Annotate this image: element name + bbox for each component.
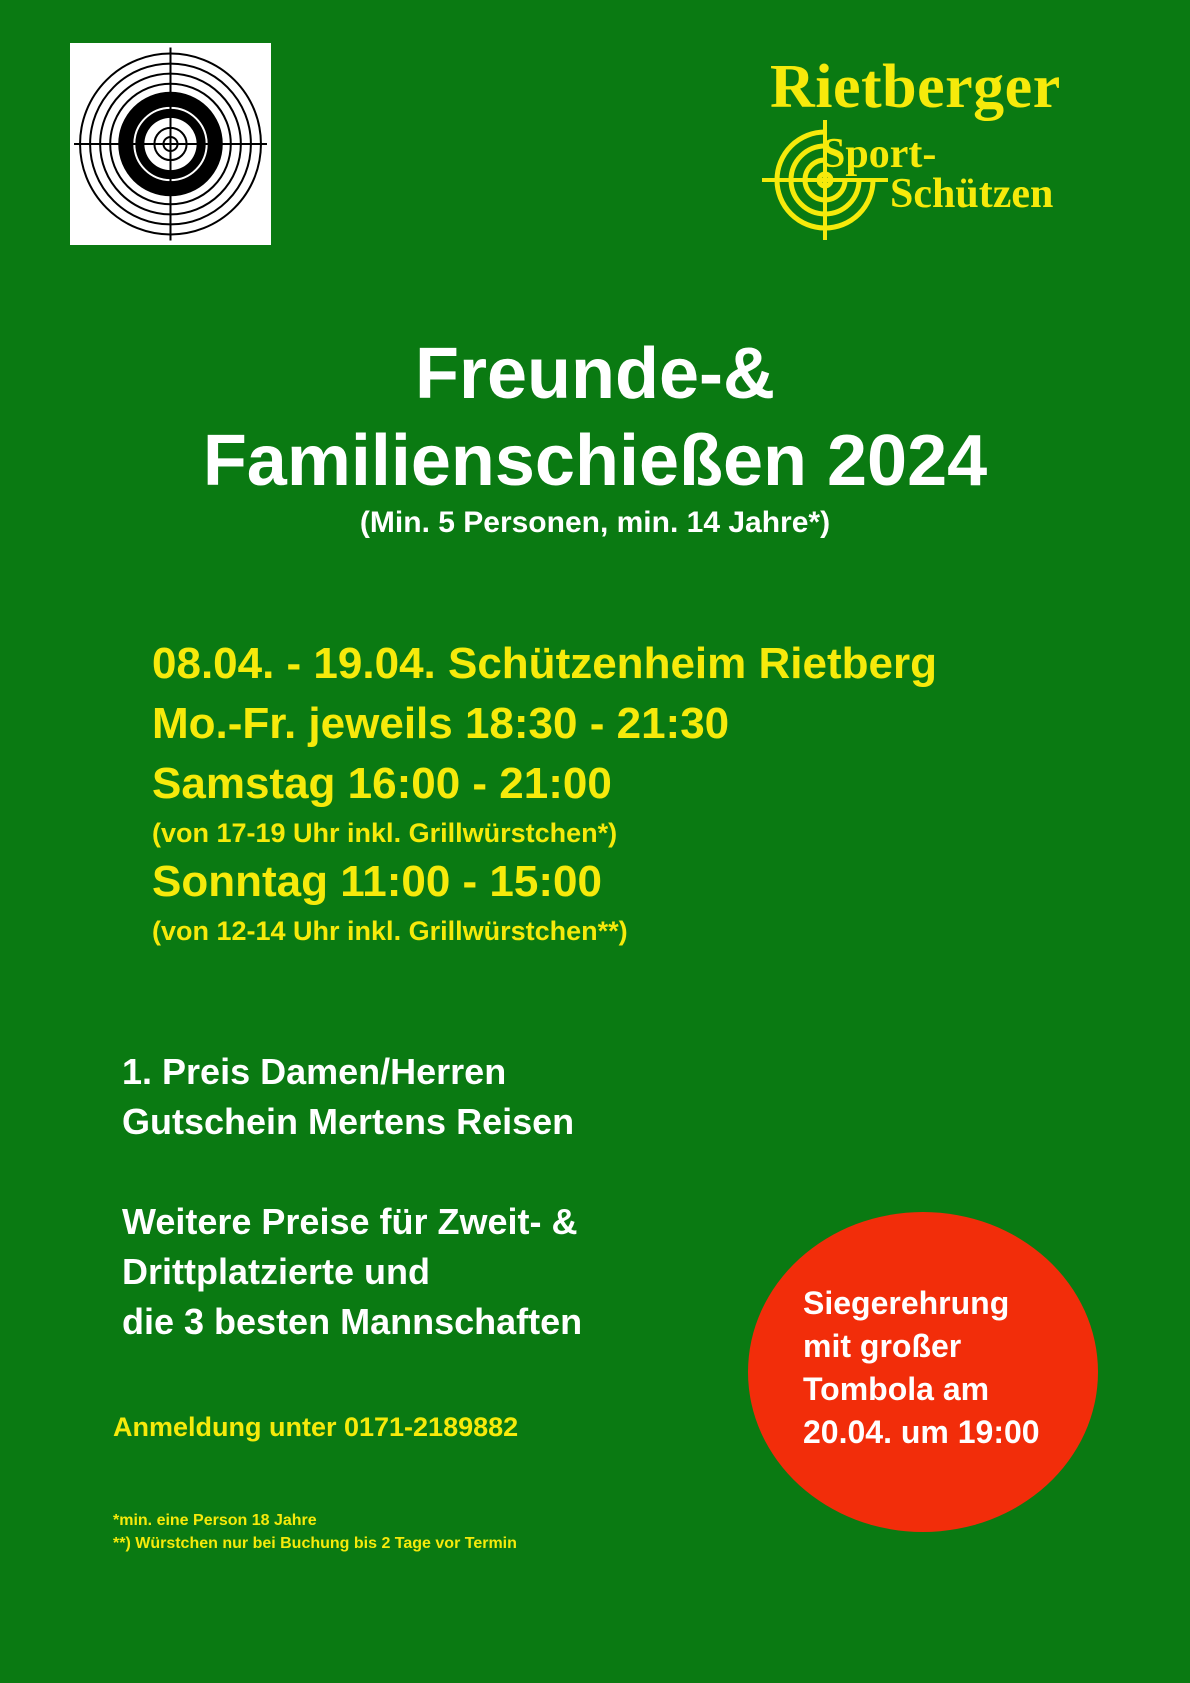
title-line-2: Familienschießen 2024 <box>202 421 988 501</box>
footnote-2: **) Würstchen nur bei Buchung bis 2 Tage vor Termin <box>113 1535 517 1552</box>
club-logo <box>750 52 1090 242</box>
prize-more-line-2: Drittplatzierte und <box>122 1251 431 1292</box>
logo-sport: Sport- <box>822 131 937 177</box>
schedule-saturday: Samstag 16:00 - 21:00 <box>152 759 612 808</box>
logo-title: Rietberger <box>770 53 1061 121</box>
title-subtitle: (Min. 5 Personen, min. 14 Jahre*) <box>359 506 831 539</box>
schedule-dates: 08.04. - 19.04. Schützenheim Rietberg <box>152 639 937 688</box>
award-line-4: 20.04. um 19:00 <box>803 1414 1040 1450</box>
prize-first-line-1: 1. Preis Damen/Herren <box>122 1051 507 1092</box>
shooting-target-image <box>70 43 271 245</box>
registration-phone: Anmeldung unter 0171-2189882 <box>113 1412 519 1442</box>
logo-schuetzen: Schützen <box>890 171 1054 217</box>
schedule-weekdays: Mo.-Fr. jeweils 18:30 - 21:30 <box>152 699 730 748</box>
award-circle <box>748 1212 1098 1532</box>
target-icon <box>70 43 271 245</box>
schedule-sunday-note: (von 12-14 Uhr inkl. Grillwürstchen**) <box>152 916 628 946</box>
award-line-1: Siegerehrung <box>803 1285 1010 1321</box>
schedule-saturday-note: (von 17-19 Uhr inkl. Grillwürstchen*) <box>152 818 618 848</box>
prize-more-line-1: Weitere Preise für Zweit- & <box>122 1201 578 1242</box>
award-line-2: mit großer <box>803 1328 962 1364</box>
schedule-sunday: Sonntag 11:00 - 15:00 <box>152 857 602 906</box>
prize-first-line-2: Gutschein Mertens Reisen <box>122 1101 575 1142</box>
prize-more-line-3: die 3 besten Mannschaften <box>122 1301 583 1342</box>
title-line-1: Freunde-& <box>415 334 775 414</box>
award-text <box>803 1282 1040 1454</box>
footnote-1: *min. eine Person 18 Jahre <box>113 1512 317 1529</box>
award-line-3: Tombola am <box>803 1371 990 1407</box>
